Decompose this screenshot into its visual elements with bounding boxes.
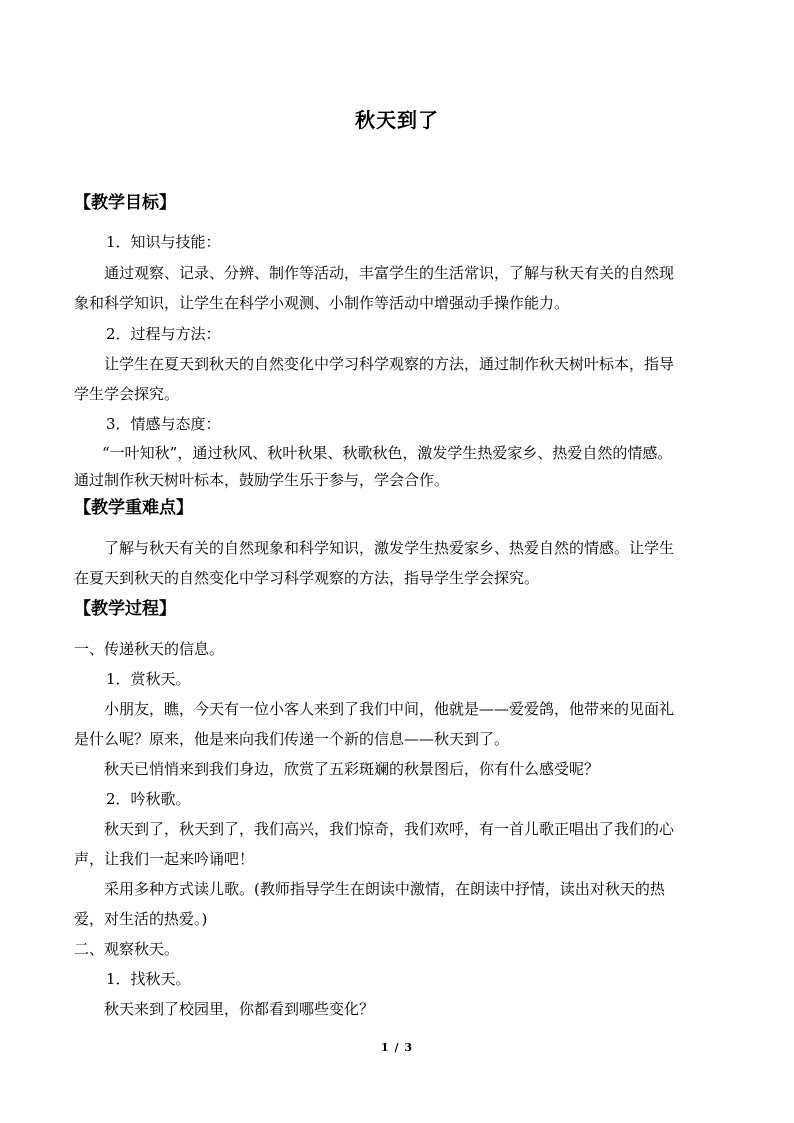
process-line: 爱，对生活的热爱。)	[74, 910, 208, 928]
process-line: 秋天来到了校园里，你都看到哪些变化？	[104, 1000, 375, 1018]
goal-line: 学生学会探究。	[74, 385, 180, 403]
section-heading-difficulties: 【教学重难点】	[74, 498, 193, 518]
section-heading-process: 【教学过程】	[74, 599, 176, 619]
process-line: 声，让我们一起来吟诵吧！	[74, 850, 255, 868]
process-line: 1．找秋天。	[106, 970, 191, 988]
process-line: 一、传递秋天的信息。	[74, 640, 225, 658]
process-line: 采用多种方式读儿歌。(教师指导学生在朗读中激情，在朗读中抒情，读出对秋天的热	[104, 880, 665, 898]
difficulty-line: 在夏天到秋天的自然变化中学习科学观察的方法，指导学生学会探究。	[74, 569, 540, 587]
goal-line: “一叶知秋”，通过秋风、秋叶秋果、秋歌秋色，激发学生热爱家乡、热爱自然的情感。	[102, 444, 673, 462]
process-line: 秋天已悄悄来到我们身边，欣赏了五彩斑斓的秋景图后，你有什么感受呢？	[104, 760, 600, 778]
goal-line: 让学生在夏天到秋天的自然变化中学习科学观察的方法，通过制作秋天树叶标本，指导	[104, 355, 675, 373]
goal-line: 通过制作秋天树叶标本，鼓励学生乐于参与，学会合作。	[74, 471, 450, 489]
goal-line: 象和科学知识，让学生在科学小观测、小制作等活动中增强动手操作能力。	[74, 294, 570, 312]
page-number: 1 / 3	[381, 1041, 413, 1054]
goal-line: 1．知识与技能：	[106, 233, 221, 251]
goal-line: 3．情感与态度：	[106, 415, 221, 433]
process-line: 小朋友，瞧，今天有一位小客人来到了我们中间，他就是——爱爱鸽，他带来的见面礼	[104, 700, 675, 718]
process-line: 是什么呢？原来，他是来向我们传递一个新的信息——秋天到了。	[74, 730, 510, 748]
document-title: 秋天到了	[355, 108, 439, 132]
process-line: 1．赏秋天。	[106, 670, 191, 688]
process-line: 2．吟秋歌。	[106, 790, 191, 808]
goal-line: 通过观察、记录、分辨、制作等活动，丰富学生的生活常识，了解与秋天有关的自然现	[104, 264, 675, 282]
difficulty-line: 了解与秋天有关的自然现象和科学知识，激发学生热爱家乡、热爱自然的情感。让学生	[104, 539, 675, 557]
section-heading-goals: 【教学目标】	[74, 193, 176, 213]
process-line: 二、观察秋天。	[74, 940, 180, 958]
goal-line: 2．过程与方法：	[106, 325, 221, 343]
process-line: 秋天到了，秋天到了，我们高兴，我们惊奇，我们欢呼，有一首儿歌正唱出了我们的心	[104, 820, 675, 838]
